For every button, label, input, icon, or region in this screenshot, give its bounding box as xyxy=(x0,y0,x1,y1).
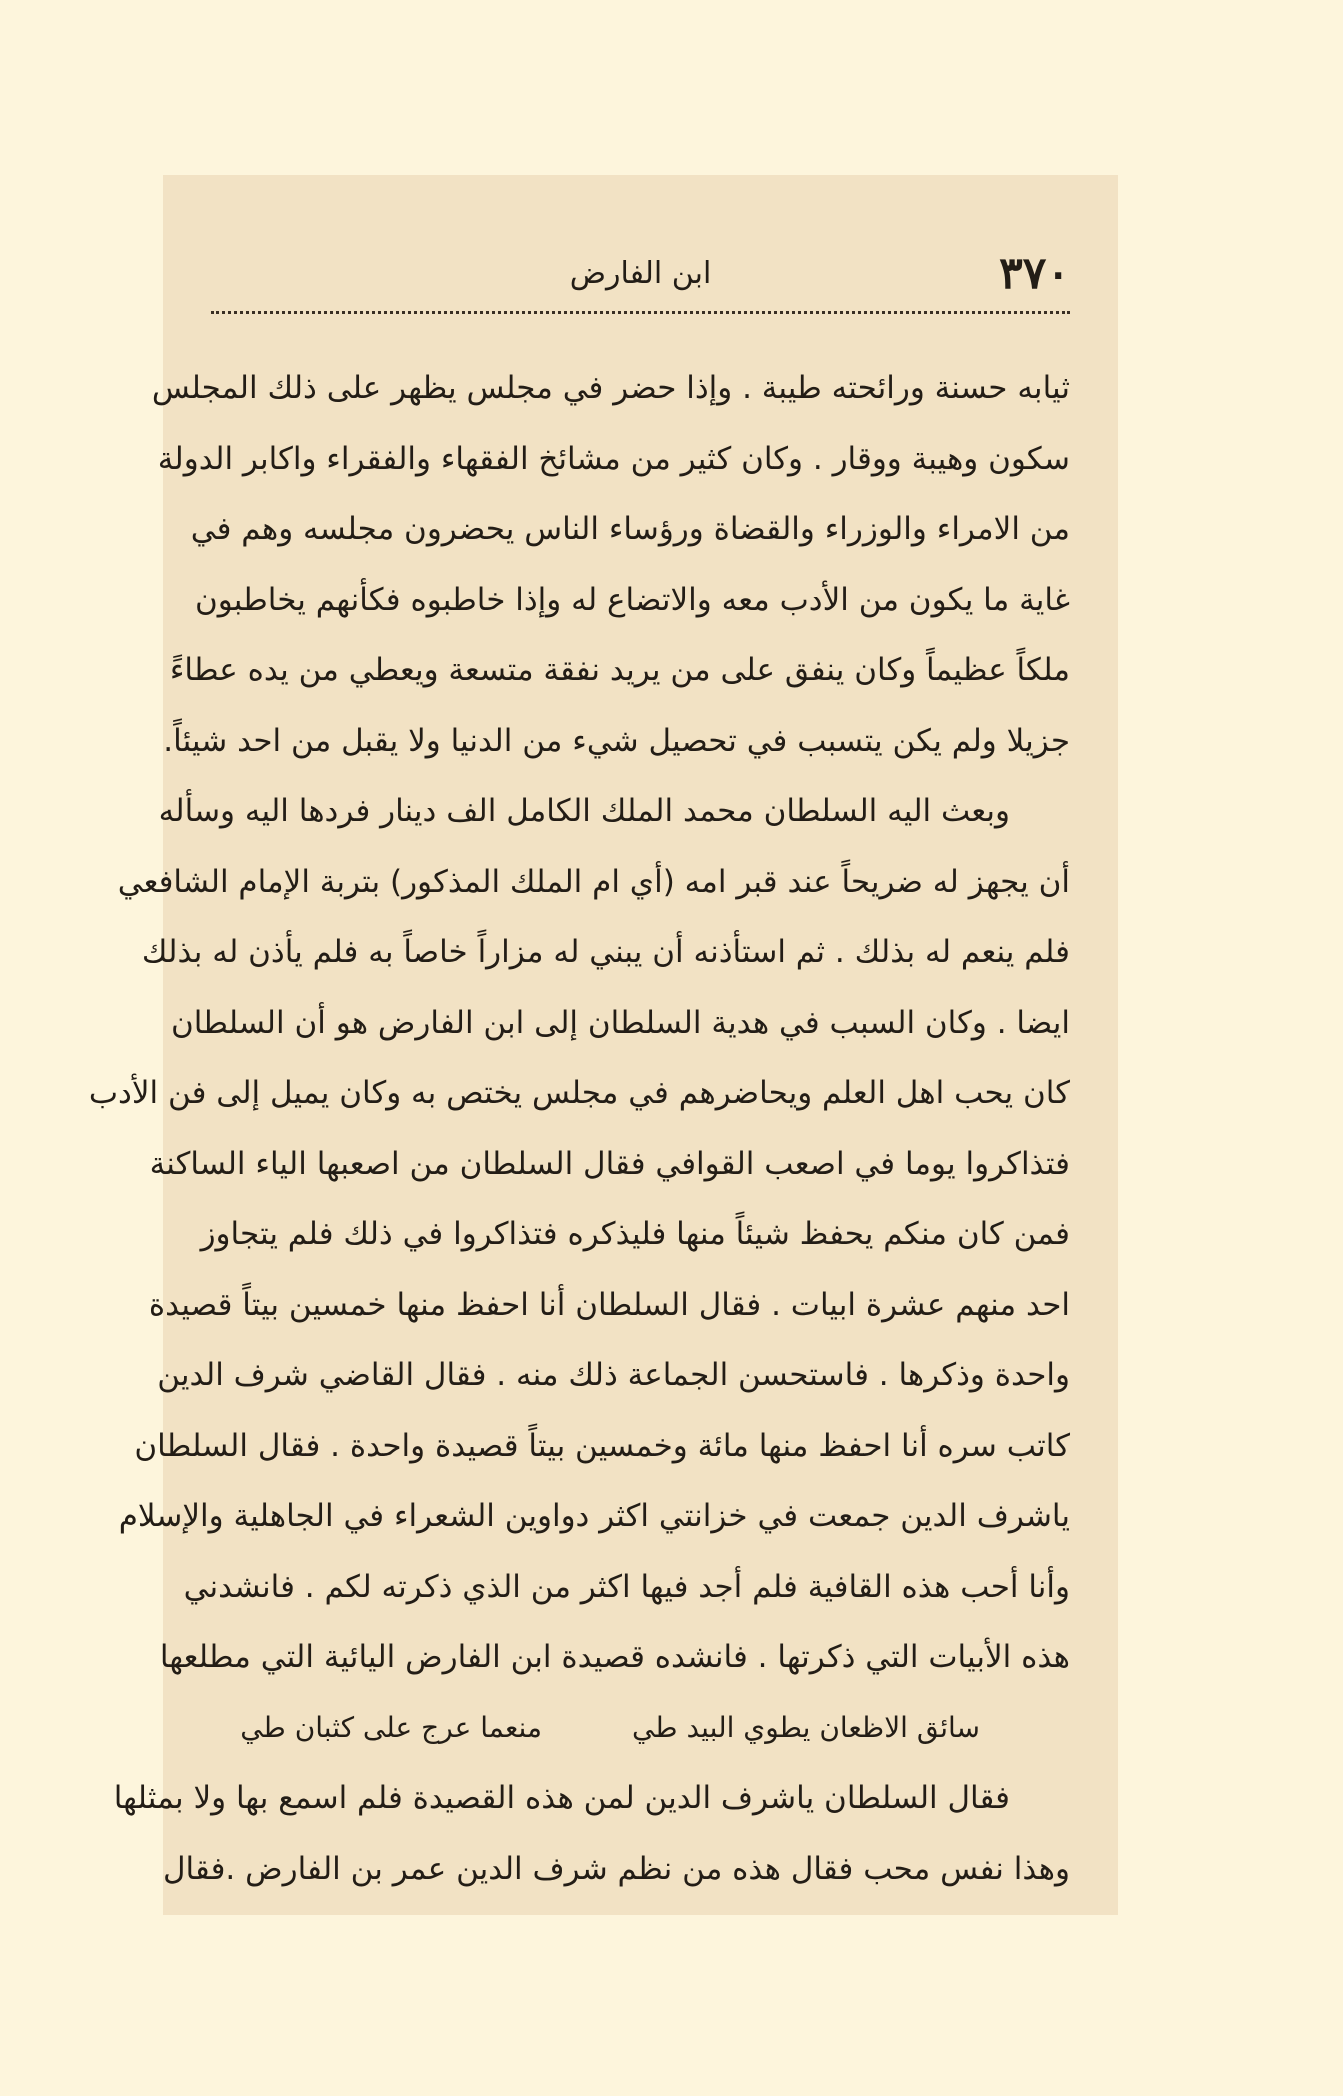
text-line: من الامراء والوزراء والقضاة ورؤساء الناس يحضرون مجلسه وهم في xyxy=(190,511,1070,547)
text-line: هذه الأبيات التي ذكرتها . فانشده قصيدة ابن الفارض اليائية التي مطلعها xyxy=(159,1639,1070,1675)
text-line: ثيابه حسنة ورائحته طيبة . وإذا حضر في مجلس يظهر على ذلك المجلس xyxy=(151,370,1070,406)
text-line: ايضا . وكان السبب في هدية السلطان إلى ابن الفارض هو أن السلطان xyxy=(171,1004,1070,1041)
text-line: جزيلا ولم يكن يتسبب في تحصيل شيء من الدنيا ولا يقبل من احد شيئاً. xyxy=(163,722,1070,759)
text-line: فمن كان منكم يحفظ شيئاً منها فليذكره فتذاكروا في ذلك فلم يتجاوز xyxy=(200,1216,1070,1252)
book-page xyxy=(88,175,1118,1915)
page-header xyxy=(211,239,1070,309)
running-title: ابن الفارض xyxy=(569,256,712,291)
text-line: كاتب سره أنا احفظ منها مائة وخمسين بيتاً قصيدة واحدة . فقال السلطان xyxy=(134,1427,1070,1464)
text-line: سكون وهيبة ووقار . وكان كثير من مشائخ الفقهاء والفقراء واكابر الدولة xyxy=(157,440,1070,477)
body-text xyxy=(88,353,1070,1904)
text-line: ملكاً عظيماً وكان ينفق على من يريد نفقة متسعة ويعطي من يده عطاءً xyxy=(169,652,1070,688)
text-line: غاية ما يكون من الأدب معه والاتضاع له وإذا خاطبوه فكأنهم يخاطبون xyxy=(194,581,1070,618)
text-line: واحدة وذكرها . فاستحسن الجماعة ذلك منه . فقال القاضي شرف الدين xyxy=(157,1357,1070,1393)
header-divider xyxy=(211,311,1070,314)
verse-second-hemistich: منعما عرج على كثبان طي xyxy=(240,1710,542,1744)
text-line: ياشرف الدين جمعت في خزانتي اكثر دواوين الشعراء في الجاهلية والإسلام xyxy=(118,1498,1070,1534)
text-line: فلم ينعم له بذلك . ثم استأذنه أن يبني له مزاراً خاصاً به فلم يأذن له بذلك xyxy=(141,934,1070,970)
verse-first-hemistich: سائق الاظعان يطوي البيد طي xyxy=(631,1710,980,1744)
text-line: وهذا نفس محب فقال هذه من نظم شرف الدين عمر بن الفارض .فقال xyxy=(162,1850,1070,1887)
text-line: فتذاكروا يوما في اصعب القوافي فقال السلطان من اصعبها الياء الساكنة xyxy=(149,1145,1070,1182)
page-number: ٣٧٠ xyxy=(999,248,1070,299)
text-line: فقال السلطان ياشرف الدين لمن هذه القصيدة فلم اسمع بها ولا بمثلها xyxy=(113,1780,1010,1816)
text-line: كان يحب اهل العلم ويحاضرهم في مجلس يختص به وكان يميل إلى فن الأدب xyxy=(88,1075,1070,1111)
poem-verse xyxy=(211,1693,1070,1764)
text-line: وبعث اليه السلطان محمد الملك الكامل الف دينار فردها اليه وسأله xyxy=(158,793,1010,829)
text-line: أن يجهز له ضريحاً عند قبر امه (أي ام الملك المذكور) بتربة الإمام الشافعي xyxy=(117,863,1070,900)
text-line: احد منهم عشرة ابيات . فقال السلطان أنا احفظ منها خمسين بيتاً قصيدة xyxy=(148,1286,1070,1323)
text-line: وأنا أحب هذه القافية فلم أجد فيها اكثر من الذي ذكرته لكم . فانشدني xyxy=(183,1568,1070,1605)
